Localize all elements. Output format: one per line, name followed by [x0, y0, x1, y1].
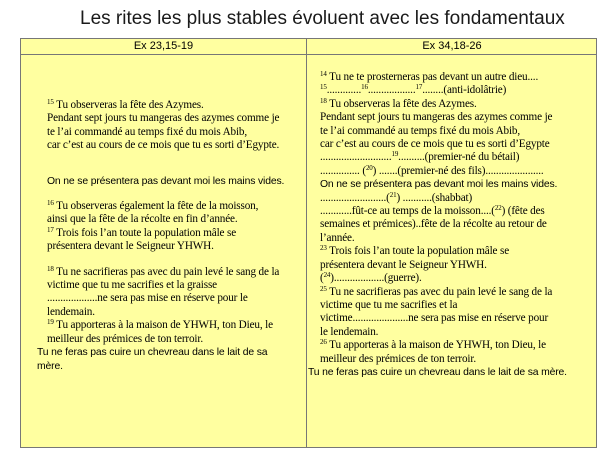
left-column-header: Ex 23,15-19: [133, 40, 194, 52]
verse-line: $^{15}$ Tu observeras la fête des Azymes.: [47, 98, 204, 111]
left-column-text: [37, 98, 305, 373]
verse-line: meilleur des prémices de ton terroir.: [47, 332, 203, 345]
verse-line: car c’est au cours de ce mois que tu es sorti d’Egypte: [320, 138, 550, 151]
verse-line: $^{14}$ Tu ne te prosterneras pas devant un autre dieu....: [320, 70, 539, 83]
verse-line: $^{17}$ Trois fois l’an toute la population mâle se: [47, 225, 237, 239]
verse-line: le lendemain.: [320, 325, 379, 338]
comparison-table: [20, 38, 597, 448]
verse-line: te l’ai commandé au temps fixé du mois Abib,: [47, 125, 248, 138]
verse-line: Pendant sept jours tu mangeras des azymes comme je: [47, 112, 280, 125]
verse-line: lendemain.: [47, 305, 95, 318]
verse-line: te l’ai commandé au temps fixé du mois Abib,: [320, 124, 521, 137]
verse-line: l’année.: [320, 231, 355, 244]
verse-line: ...........................$^{19}$..........(premier-né du bétail): [320, 150, 520, 164]
verse-line: Pendant sept jours tu mangeras des azymes comme je: [320, 111, 553, 124]
verse-line: mère.: [37, 360, 63, 372]
verse-line: $^{26}$ Tu apporteras à la maison de YHWH, ton Dieu, le: [320, 338, 546, 352]
header-divider: [21, 54, 596, 55]
verse-line: meilleur des prémices de ton terroir.: [320, 352, 476, 365]
verse-line: ............... ($^{20}$) .......(premier-né des fils)......................: [320, 163, 544, 177]
verse-line: victime.....................ne sera pas mise en réserve pour: [320, 312, 549, 325]
verse-line: Tu ne feras pas cuire un chevreau dans le lait de sa: [37, 347, 268, 359]
right-column-header: Ex 34,18-26: [422, 40, 482, 52]
verse-line: présentera devant le Seigneur YHWH.: [320, 258, 487, 271]
verse-line: $^{18}$ Tu ne sacrifieras pas avec du pain levé le sang de la: [47, 264, 280, 278]
verse-line: présentera devant le Seigneur YHWH.: [47, 240, 214, 253]
verse-line: car c’est au cours de ce mois que tu es sorti d’Egypte.: [47, 139, 280, 152]
verse-line: ...................ne sera pas mise en réserve pour le: [47, 292, 248, 305]
verse-line: .........................($^{21}$) ...........(shabbat): [320, 190, 473, 204]
verse-line: $^{18}$ Tu observeras la fête des Azymes.: [320, 96, 477, 110]
verse-line: $^{16}$ Tu observeras également la fête de la moisson,: [47, 199, 259, 213]
verse-line: $^{23}$ Trois fois l’an toute la population mâle se: [320, 244, 510, 258]
verse-line: ($^{24}$)...................(guerre).: [320, 271, 422, 285]
slide-title: Les rites les plus stables évoluent avec les fondamentaux: [80, 8, 565, 29]
verse-line: On ne se présentera pas devant moi les mains vides.: [320, 179, 558, 191]
column-divider: [306, 39, 307, 447]
verse-line: $^{19}$ Tu apporteras à la maison de YHWH, ton Dieu, le: [47, 318, 273, 332]
verse-line: semaines et prémices)..fête de la récolte au retour de: [320, 218, 547, 231]
verse-line: ............fût-ce au temps de la moisson....($^{22}$) (fête des: [320, 204, 545, 218]
verse-line: On ne se présentera pas devant moi les mains vides.: [47, 175, 285, 187]
verse-line: victime que tu me sacrifies et la: [320, 298, 458, 311]
right-column-text: [308, 70, 595, 379]
verse-line: $^{25}$ Tu ne sacrifieras pas avec du pain levé le sang de la: [320, 284, 553, 298]
verse-line: ainsi que la fête de la récolte en fin d’année.: [47, 213, 238, 226]
verse-line: victime que tu me sacrifies et la graisse: [47, 279, 217, 292]
verse-line: Tu ne feras pas cuire un chevreau dans le lait de sa mère.: [308, 366, 567, 378]
verse-line: $^{15}$.............$^{16}$..................$^{17}$........(anti-idolâtrie): [320, 83, 507, 97]
